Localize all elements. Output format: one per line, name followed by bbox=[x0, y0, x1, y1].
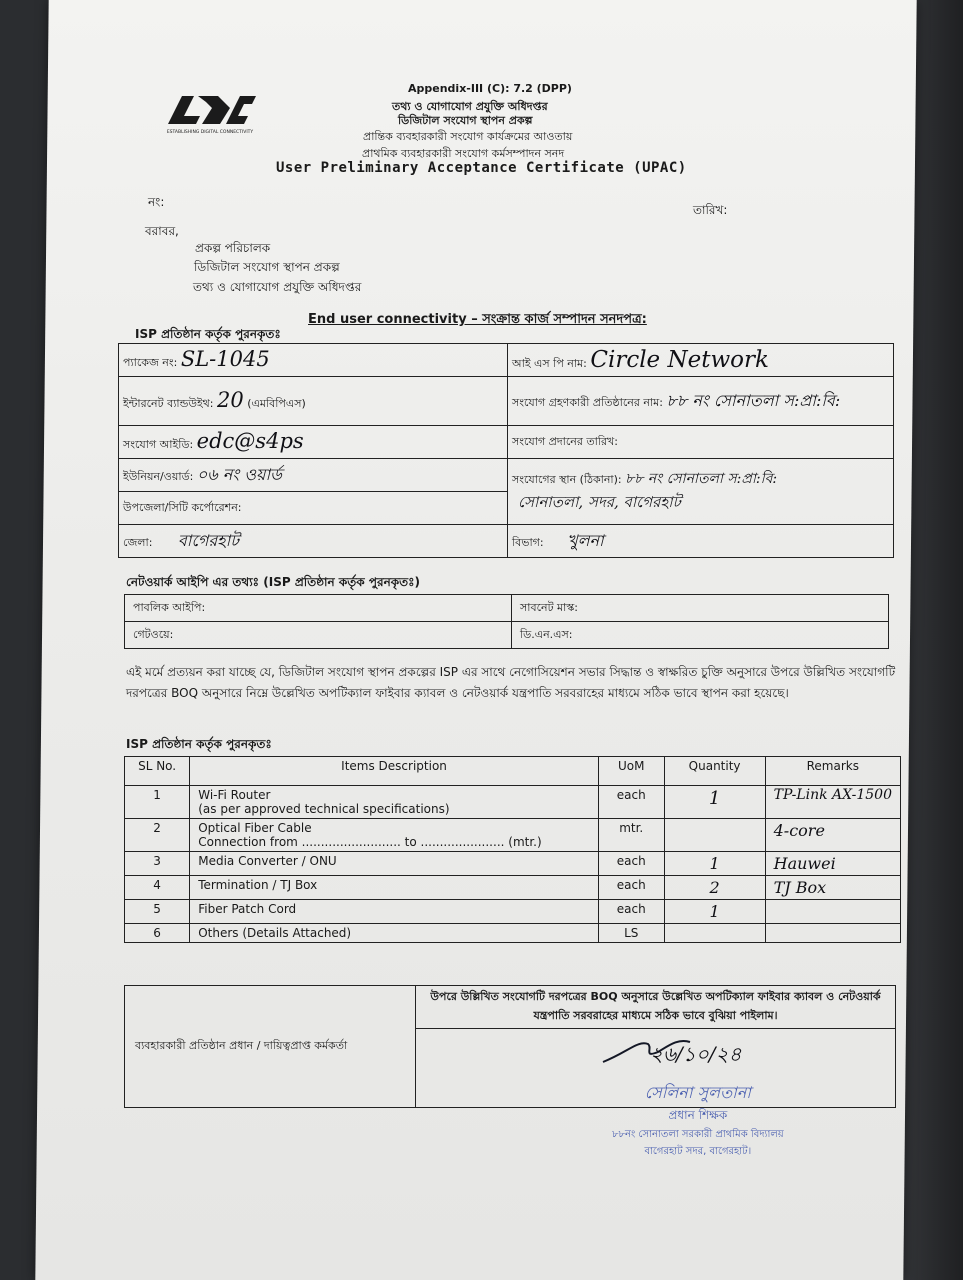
conn-id-cell[interactable] bbox=[119, 426, 508, 459]
row-desc-sub: Connection from .......................... to ...................... (mtr.) bbox=[198, 835, 542, 849]
row-sl: 3 bbox=[125, 852, 190, 876]
division-value: খুলনা bbox=[567, 530, 604, 550]
row-qty[interactable]: 2 bbox=[664, 876, 765, 900]
upazila-label: উপজেলা/সিটি কর্পোরেশন: bbox=[123, 500, 242, 514]
package-value: SL-1045 bbox=[180, 347, 270, 371]
division-cell[interactable] bbox=[508, 525, 894, 558]
conn-id-value: edc@s4ps bbox=[196, 429, 304, 453]
division-label: বিভাগ: bbox=[512, 535, 544, 549]
row-sl: 6 bbox=[125, 924, 190, 943]
stamp-role: প্রধান শিক্ষক bbox=[668, 1108, 728, 1122]
row-desc: Media Converter / ONU bbox=[190, 852, 599, 876]
isp-filled-label-2: ISP প্রতিষ্ঠান কর্তৃক পুরনকৃতঃ bbox=[126, 737, 272, 751]
program-line: প্রান্তিক ব্যবহারকারী সংযোগ কার্যক্রমের আওতায় bbox=[363, 130, 573, 143]
row-uom: mtr. bbox=[598, 819, 664, 852]
row-desc-main: Wi-Fi Router bbox=[198, 788, 271, 802]
table-row bbox=[125, 786, 901, 819]
table-row bbox=[125, 876, 901, 900]
district-value: বাগেরহাট bbox=[177, 530, 239, 550]
certificate-line: প্রাথমিক ব্যবহারকারী সংযোগ কর্মসম্পাদন সনদ bbox=[362, 147, 565, 160]
place-label: সংযোগের স্থান (ঠিকানা): bbox=[512, 473, 622, 486]
row-sl: 1 bbox=[125, 786, 190, 819]
conn-id-label: সংযোগ আইডি: bbox=[123, 438, 194, 451]
row-remarks[interactable]: 4-core bbox=[765, 819, 900, 852]
col-header-quantity: Quantity bbox=[664, 757, 765, 786]
col-header-uom: UoM bbox=[598, 757, 664, 786]
col-header-description: Items Description bbox=[190, 757, 599, 786]
row-uom: each bbox=[598, 852, 664, 876]
col-header-sl: SL No. bbox=[125, 757, 190, 786]
handwritten-signature bbox=[598, 1030, 758, 1074]
edc-logo-icon bbox=[160, 86, 260, 136]
bandwidth-unit: (এমবিপিএস) bbox=[247, 397, 306, 410]
signatory-label: ব্যবহারকারী প্রতিষ্ঠান প্রধান / দায়িত্বপ্রাপ্ত কর্মকর্তা bbox=[125, 986, 416, 1108]
addressee-line-1: প্রকল্প পরিচালক bbox=[195, 241, 271, 255]
row-remarks[interactable]: TJ Box bbox=[765, 876, 900, 900]
stamp-name: সেলিনা সুলতানা bbox=[644, 1083, 751, 1102]
acceptance-statement: উপরে উল্লিখিত সংযোগটি দরপত্রের BOQ অনুসারে উল্লেখিত অপটিক্যাল ফাইবার ক্যাবল ও নেটওয়ার্ক যন্ত্রপাতি সরবরাহের মাধ্যমে সঠিক ভাবে বুঝিয়া পাইলাম। bbox=[416, 986, 896, 1029]
row-desc: Termination / TJ Box bbox=[190, 876, 599, 900]
certification-paragraph: এই মর্মে প্রত্যয়ন করা যাচ্ছে যে, ডিজিটাল সংযোগ স্থাপন প্রকল্পের ISP এর সাথে নেগোসিয়েশন সভার সিদ্ধান্ত ও স্বাক্ষরিত চুক্তি অনুসারে উপরে উল্লিখিত সংযোগটি দরপত্রের BOQ অনুসারে নিম্নে উল্লেখিত অপটিক্যাল ফাইবার ক্যাবল ও নেটওয়ার্ক যন্ত্রপাতি সরবরাহের মাধ্যমে সঠিক ভাবে স্থাপন করা হয়েছে। bbox=[126, 665, 896, 700]
district-cell[interactable] bbox=[119, 525, 508, 558]
isp-value: Circle Network bbox=[590, 346, 769, 373]
gateway-cell[interactable] bbox=[125, 622, 512, 649]
date-label: তারিখ: bbox=[693, 203, 728, 217]
row-desc: Fiber Patch Cord bbox=[190, 900, 599, 924]
row-desc: Others (Details Attached) bbox=[190, 924, 599, 943]
items-table bbox=[124, 756, 901, 943]
network-section-title: নেটওয়ার্ক আইপি এর তথ্যঃ (ISP প্রতিষ্ঠান কর্তৃক পুরনকৃতঃ) bbox=[126, 575, 421, 589]
row-desc-sub: (as per approved technical specifications) bbox=[198, 802, 450, 816]
row-remarks[interactable] bbox=[765, 900, 900, 924]
row-desc-main: Optical Fiber Cable bbox=[198, 821, 312, 835]
stamp-address: বাগেরহাট সদর, বাগেরহাট। bbox=[644, 1146, 752, 1157]
row-sl: 2 bbox=[125, 819, 190, 852]
gateway-label: গেটওয়ে: bbox=[133, 627, 174, 641]
official-stamp bbox=[612, 1080, 784, 1161]
public-ip-label: পাবলিক আইপি: bbox=[133, 600, 206, 614]
isp-label: আই এস পি নাম: bbox=[512, 356, 587, 370]
col-header-remarks: Remarks bbox=[765, 757, 900, 786]
table-row bbox=[125, 924, 901, 943]
row-qty[interactable]: 1 bbox=[664, 786, 765, 819]
row-desc bbox=[190, 819, 599, 852]
row-qty[interactable] bbox=[664, 924, 765, 943]
package-label: প্যাকেজ নং: bbox=[123, 356, 178, 369]
place-value-2: সোনাতলা, সদর, বাগেরহাট bbox=[518, 493, 681, 511]
row-remarks[interactable]: Hauwei bbox=[765, 852, 900, 876]
bandwidth-label: ইন্টারনেট ব্যান্ডউইথ: bbox=[123, 397, 214, 410]
table-row bbox=[125, 852, 901, 876]
network-info-table bbox=[124, 594, 889, 649]
upazila-cell[interactable] bbox=[119, 492, 508, 525]
table-row bbox=[125, 900, 901, 924]
page-title: User Preliminary Acceptance Certificate (UPAC) bbox=[276, 160, 687, 176]
ref-no-label: নং: bbox=[148, 195, 165, 209]
row-qty[interactable]: 1 bbox=[664, 900, 765, 924]
conn-date-cell[interactable] bbox=[508, 426, 894, 459]
isp-filled-label: ISP প্রতিষ্ঠান কর্তৃক পুরনকৃতঃ bbox=[135, 327, 281, 341]
dns-label: ডি.এন.এস: bbox=[520, 627, 573, 641]
subnet-cell[interactable] bbox=[512, 595, 889, 622]
row-qty[interactable]: 1 bbox=[664, 852, 765, 876]
bandwidth-value: 20 bbox=[217, 388, 244, 412]
row-remarks[interactable] bbox=[765, 924, 900, 943]
ministry-name: তথ্য ও যোগাযোগ প্রযুক্তি অধিদপ্তর bbox=[392, 100, 548, 113]
row-sl: 4 bbox=[125, 876, 190, 900]
place-cell[interactable] bbox=[508, 459, 894, 525]
dns-cell[interactable] bbox=[512, 622, 889, 649]
public-ip-cell[interactable] bbox=[125, 595, 512, 622]
addressee-to: বরাবর, bbox=[145, 224, 179, 238]
row-remarks[interactable]: TP-Link AX-1500 bbox=[765, 786, 900, 819]
project-name: ডিজিটাল সংযোগ স্থাপন প্রকল্প bbox=[398, 114, 533, 127]
signed-date: ২৬/১০/২৪ bbox=[650, 1042, 742, 1066]
union-value: ০৬ নং ওয়ার্ড bbox=[196, 464, 282, 484]
row-uom: each bbox=[598, 786, 664, 819]
row-uom: each bbox=[598, 900, 664, 924]
row-qty[interactable] bbox=[664, 819, 765, 852]
addressee-line-3: তথ্য ও যোগাযোগ প্রযুক্তি অধিদপ্তর bbox=[193, 280, 362, 294]
logo-tagline: ESTABLISHING DIGITAL CONNECTIVITY bbox=[166, 130, 254, 135]
table-row bbox=[125, 819, 901, 852]
package-cell[interactable] bbox=[119, 344, 508, 377]
appendix-ref: Appendix-III (C): 7.2 (DPP) bbox=[408, 82, 572, 95]
row-uom: each bbox=[598, 876, 664, 900]
isp-cell[interactable] bbox=[508, 344, 894, 377]
district-label: জেলা: bbox=[123, 535, 153, 549]
receiver-label: সংযোগ গ্রহণকারী প্রতিষ্ঠানের নাম: bbox=[512, 395, 663, 409]
union-label: ইউনিয়ন/ওয়ার্ড: bbox=[123, 469, 194, 483]
stamp-school: ৮৮নং সোনাতলা সরকারী প্রাথমিক বিদ্যালয় bbox=[612, 1129, 784, 1140]
connection-details-table bbox=[118, 343, 894, 558]
place-value: ৮৮ নং সোনাতলা স:প্রা:বি: bbox=[625, 471, 778, 487]
row-sl: 5 bbox=[125, 900, 190, 924]
conn-date-label: সংযোগ প্রদানের তারিখ: bbox=[512, 434, 618, 448]
row-desc bbox=[190, 786, 599, 819]
section-title: End user connectivity – সংক্রান্ত কার্জ সম্পাদন সনদপত্র: bbox=[308, 312, 647, 327]
union-cell[interactable] bbox=[119, 459, 508, 492]
subnet-label: সাবনেট মাস্ক: bbox=[520, 600, 578, 614]
row-uom: LS bbox=[598, 924, 664, 943]
receiver-value: ৮৮ নং সোনাতলা স:প্রা:বি: bbox=[666, 390, 841, 410]
bandwidth-cell[interactable] bbox=[119, 377, 508, 426]
addressee-line-2: ডিজিটাল সংযোগ স্থাপন প্রকল্প bbox=[194, 260, 340, 274]
receiver-cell[interactable] bbox=[508, 377, 894, 426]
